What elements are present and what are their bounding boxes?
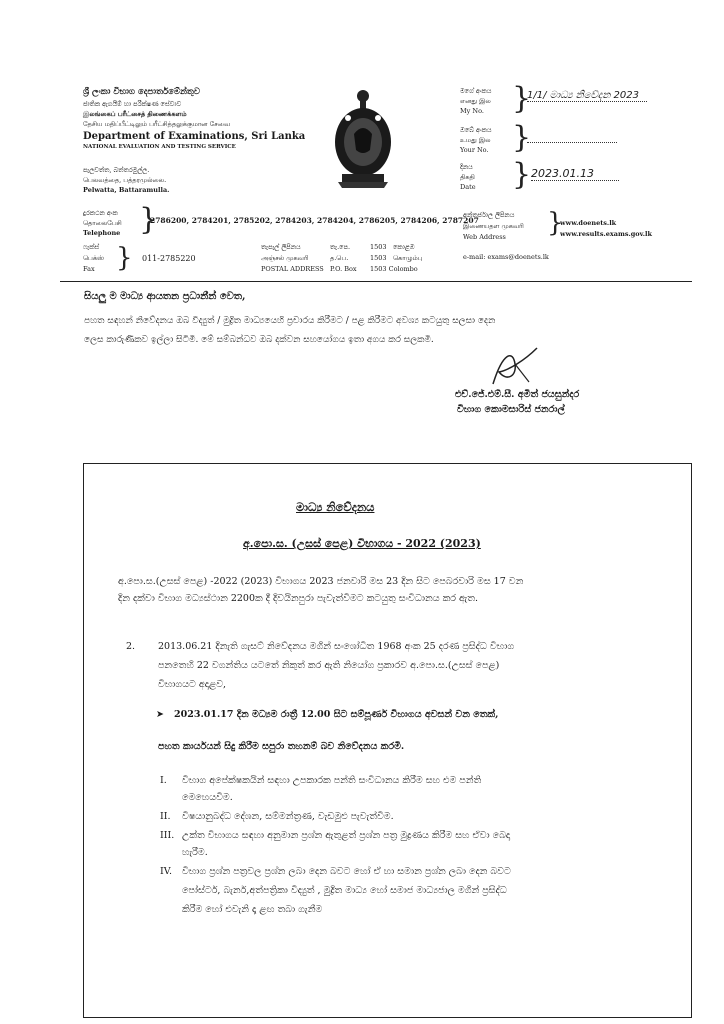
org-name-sinhala: ශ්‍රී ලංකා විභාග දෙපාර්තමේන්තුව [83, 87, 200, 97]
web-link-1[interactable]: www.doenets.lk [560, 219, 617, 227]
my-no-label-tamil: எனது இல [460, 97, 491, 105]
your-no-label-sinhala: ඔබේ අංකය [460, 126, 492, 134]
tel-label-sinhala: දුරකථන අංක [83, 209, 118, 217]
signatory-title: විභාග කොමසාරිස් ජනරාල් [457, 404, 565, 415]
notice-para-1-line-1: අ.පො.ස.(උසස් පෙළ) -2022 (2023) විභාගය 2023 ජනවාරි මස 23 දින සිට පෙබරවාරි මස 17 වන [118, 576, 524, 587]
postal-label-tamil: அஞ்சல் முகவரி [261, 254, 309, 262]
notice-subtitle: අ.පො.ස. (උසස් පෙළ) විභාගය - 2022 (2023) [243, 537, 481, 550]
notice-para-2-line-1: 2013.06.21 දිනැති ගැසට් නිවේදනය මගින් සංශෝධිත 1968 අංක 25 දරණ ප්‍රසිද්ධ විභාග [158, 641, 515, 652]
date-label-sinhala: දිනය [460, 163, 473, 171]
my-no-label-english: My No. [460, 107, 484, 115]
list-item-number: II. [160, 811, 171, 822]
tel-label-english: Telephone [83, 229, 121, 237]
tel-value: 2786200, 2784201, 2785202, 2784203, 2784204, 2786205, 2784206, 2787207 [150, 216, 479, 225]
cover-para-line-2: ලෙස කාරුණිකව ඉල්ලා සිටිමි. මේ සම්බන්ධව ඔබ දක්වන සහයෝගය ඉතා අගය කර සලකමි. [84, 335, 434, 345]
your-no-label-english: Your No. [460, 146, 489, 154]
list-item-number: III. [160, 830, 175, 841]
list-item-number: I. [160, 775, 167, 786]
my-no-label-sinhala: මගේ අංකය [460, 87, 492, 95]
fax-label-tamil: பெக்ஸ் [83, 254, 105, 262]
list-item-text: විෂයානුබද්ධ දේශන, සම්මන්ත්‍රණ, වැඩමුළු පැවැත්වීම. [182, 811, 394, 822]
address-tamil: பெலவத்தை, பத்தரமுல்லை. [83, 176, 167, 184]
address-sinhala: පැලවත්ත, බත්තරමුල්ල. [83, 166, 150, 174]
fax-label-english: Fax [83, 265, 95, 273]
po-city-tamil: கொழும்பு [393, 254, 423, 262]
org-name-tamil: இலங்கைப் பரீட்சைத் திணைக்களம் [83, 110, 187, 118]
signature-mark [485, 342, 545, 392]
po-sinhala: තැ.පෙ. [330, 243, 351, 251]
tel-brace: } [139, 202, 159, 237]
fax-value: 011-2785220 [142, 254, 196, 263]
web-link-2[interactable]: www.results.exams.gov.lk [560, 230, 652, 238]
signatory-name: එච්.ජේ.එම්.සී. අමිත් ජයසුන්දර [455, 389, 580, 400]
notice-para-2-line-2: පනතෙහි 22 වගන්තිය යටතේ නිකුත් කර ඇති නියෝග ප්‍රකාරව අ.පො.ස.(උසස් පෙළ) [158, 660, 500, 671]
list-item-text: උක්ත විභාගය සඳහා අනුමාන ප්‍රශ්න ඇතුළත් ප්‍රශ්න පත්‍ර මුද්‍රණය කිරීම සහ ඒවා බෙදා [182, 830, 511, 841]
service-name-sinhala: ජාතික ඇගයීම් හා පරීක්ෂණ සේවාව [83, 100, 182, 108]
list-item-text: විභාග ප්‍රශ්න පත්‍රවල ප්‍රශ්න ලබා දෙන බවට හෝ ඒ හා සමාන ප්‍රශ්න ලබා දෙන බවට [182, 866, 511, 877]
notice-para-2-number: 2. [126, 641, 136, 652]
bullet-arrow-icon: ➤ [156, 709, 164, 720]
tel-label-tamil: தொலைபேசி [83, 219, 122, 227]
list-item-number: IV. [160, 866, 172, 877]
org-name-english: Department of Examinations, Sri Lanka [83, 131, 306, 142]
notice-intro: පහත කාර්යයන් සිදු කිරීම සපුරා තහනම් බව නිවේදනය කරමි. [158, 741, 405, 752]
po-city-sinhala: කොළඹ [393, 243, 415, 251]
my-no-brace: } [512, 81, 532, 116]
sri-lanka-emblem [330, 84, 396, 190]
notice-para-1-line-2: දින දක්වා විභාග මධ්‍යස්ථාන 2200ක දී දිවයිනපුරා පැවැත්වීමට කටයුතු සංවිධානය කර ඇත. [118, 593, 479, 604]
address-english: Pelwatta, Battaramulla. [83, 186, 170, 194]
date-label-english: Date [460, 183, 476, 191]
po-english: P.O. Box [330, 265, 357, 273]
po-city-english: 1503 Colombo [370, 265, 418, 273]
service-name-english: NATIONAL EVALUATION AND TESTING SERVICE [83, 144, 236, 150]
date-label-tamil: திகதி [460, 173, 475, 181]
my-no-value: 1/1/ මාධ්‍ය නිවේදන 2023 [527, 90, 647, 102]
notice-para-2-line-3: විභාගයට අදාළව, [158, 679, 227, 690]
po-number-2: 1503 [370, 254, 387, 262]
list-item-text: විභාග අපේක්ෂකයින් සඳහා උපකාරක පන්ති සංවිධානය කිරීම සහ එම පන්ති [182, 775, 482, 786]
service-name-tamil: தேசிய மதிப்பீட்டிலும் பரீட்சித்தலுக்குமான சேவை [83, 120, 231, 128]
po-number-1: 1503 [370, 243, 387, 251]
salutation: සියලු ම මාධ්‍ය ආයතන ප්‍රධානීන් වෙත, [84, 291, 246, 302]
date-brace: } [512, 157, 532, 192]
date-value: 2023.01.13 [531, 167, 619, 181]
email-address[interactable]: e-mail: exams@doenets.lk [463, 253, 549, 261]
your-no-label-tamil: உமது இல [460, 136, 491, 144]
cover-para-line-1: පහත සඳහන් නිවේදනය ඔබ විද්‍යුත් / මුද්‍රිත මාධ්‍යයෙහි ප්‍රචාරය කිරීමට / පළ කිරීමට අවශ්‍ය කටයුතු සලසා දෙන [84, 316, 496, 326]
fax-brace: } [116, 243, 133, 273]
list-item-text: කිරීම හෝ එවැනි දෑ ළඟ තබා ගැනීම [182, 904, 323, 915]
fax-label-sinhala: ෆැක්ස් [83, 243, 100, 251]
web-brace: } [547, 208, 564, 238]
list-item-text: හැරීම. [182, 847, 208, 858]
list-item-text: පෝස්ටර්, බැනර්,අත්පත්‍රිකා විද්‍යුත් , මුද්‍රිත මාධ්‍ය හෝ සමාජ මාධ්‍යජාල මගින් ප්‍රසිද්ධ [182, 885, 507, 896]
po-tamil: த.பெ. [330, 254, 349, 262]
web-label-sinhala: අන්තර්ජාල ලිපිනය [463, 211, 515, 219]
your-no-brace: } [512, 120, 532, 155]
your-no-blank [527, 135, 617, 143]
notice-title: මාධ්‍ය නිවේදනය [296, 500, 375, 514]
notice-bullet-text: 2023.01.17 දින මධ්‍යම රාත්‍රී 12.00 සිට සම්පූර්ණ විභාගය අවසන් වන තෙක්, [174, 709, 499, 720]
header-divider [60, 281, 692, 282]
list-item-text: මෙහෙයවීම. [182, 792, 233, 803]
postal-label-english: POSTAL ADDRESS [261, 265, 324, 273]
postal-label-sinhala: තැපැල් ලිපිනය [261, 243, 301, 251]
web-label-tamil: இணையதள முகவரி [463, 222, 524, 230]
web-label-english: Web Address [463, 233, 506, 241]
